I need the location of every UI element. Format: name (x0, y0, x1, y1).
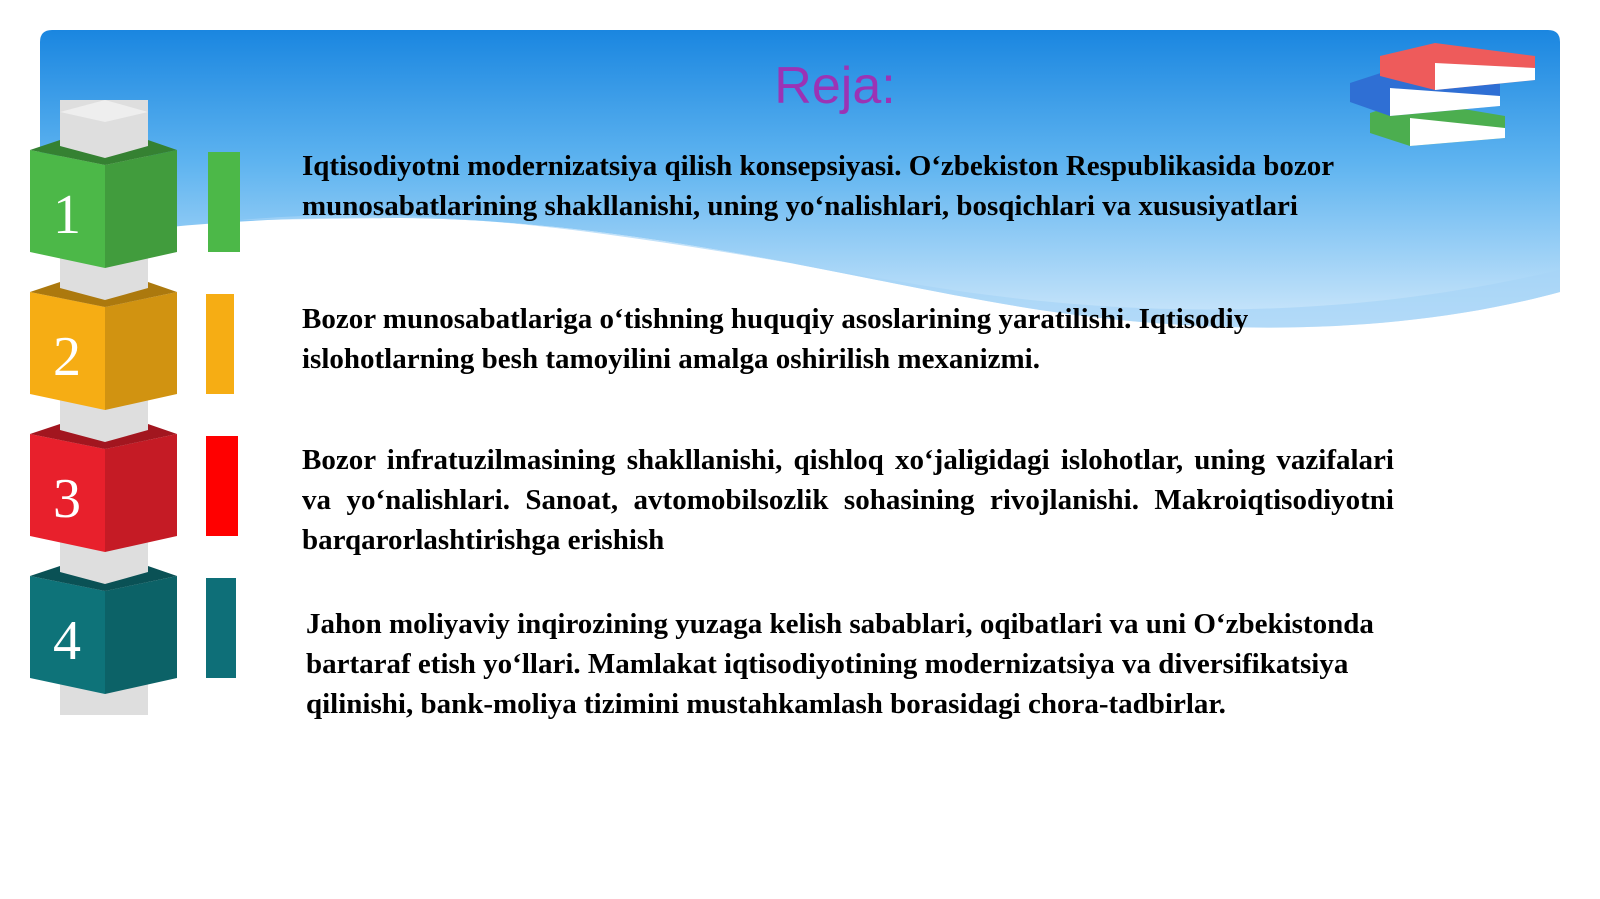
step-3-text: Bozor infratuzilmasining shakllanishi, qishloq xo‘jaligidagi islohotlar, uning vazifalari va yo‘nalishlari. Sanoat, avtomobilsozlik sohasining rivojlanishi. Makroiqtisodiyotni barqarorlashtirishga erishish (302, 444, 1394, 556)
step-number-2: 2 (53, 326, 81, 388)
step-2-text: Bozor munosabatlariga o‘tishning huquqiy asoslarining yaratilishi. Iqtisodiy islohotlarning besh tamoyilini amalga oshirilish mexanizmi. (302, 303, 1249, 375)
step-4-marker (206, 578, 236, 678)
cube-2-side (105, 292, 177, 410)
page-title: Reja: (774, 57, 896, 115)
cube-4-side (105, 576, 177, 694)
step-number-1: 1 (53, 184, 81, 246)
cube-1-side (105, 150, 177, 268)
step-1-text: Iqtisodiyotni modernizatsiya qilish konsepsiyasi. O‘zbekiston Respublikasida bozor munosabatlarining shakllanishi, uning yo‘nalishlari, bosqichlari va xususiyatlari (302, 150, 1334, 222)
step-number-4: 4 (53, 610, 81, 672)
books-icon (1350, 38, 1560, 150)
step-4-text: Jahon moliyaviy inqirozining yuzaga kelish sabablari, oqibatlari va uni O‘zbekistonda bartaraf etish yo‘llari. Mamlakat iqtisodiyotining modernizatsiya va diversifikatsiya qilinishi, bank-moliya tizimini mustahkamlash borasidagi chora-tadbirlar. (306, 608, 1374, 720)
step-3-marker (206, 436, 238, 536)
cube-3-side (105, 434, 177, 552)
step-1-marker (208, 152, 240, 252)
step-2-marker (206, 294, 234, 394)
step-number-3: 3 (53, 468, 81, 530)
